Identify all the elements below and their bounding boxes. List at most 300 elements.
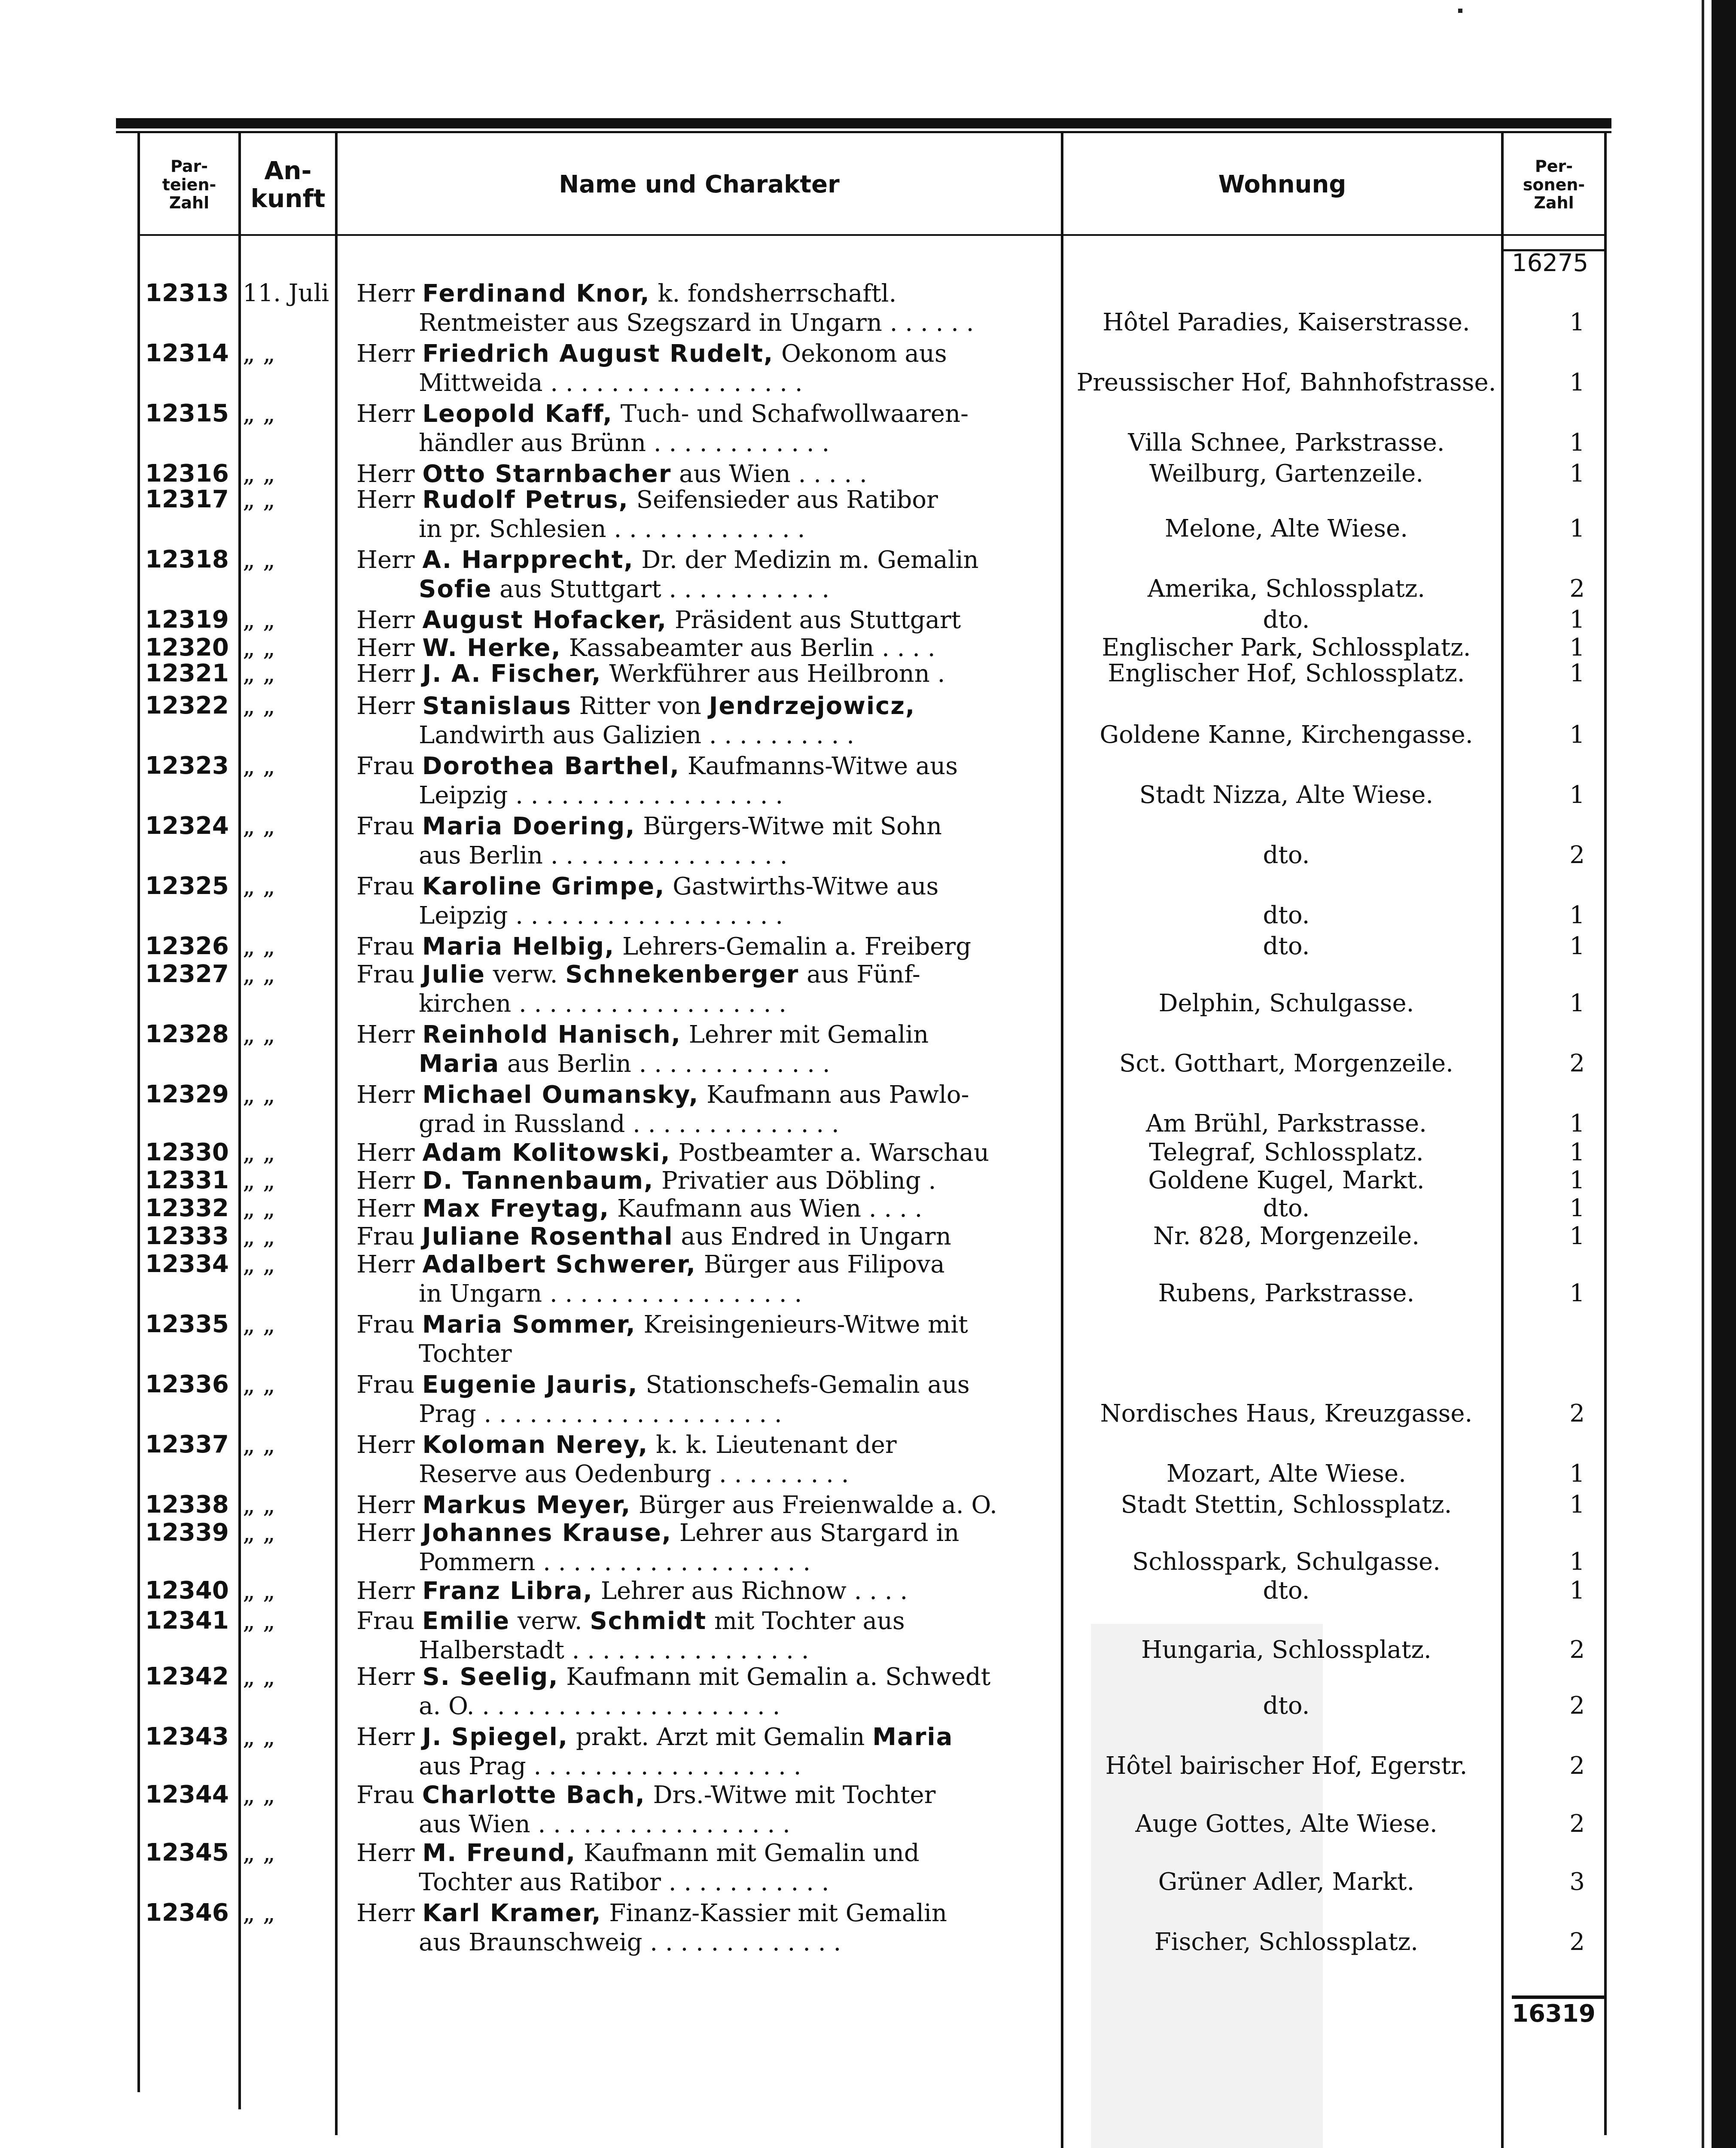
guest-name-cell xyxy=(356,1194,1054,1224)
guest-surname: Karl Kramer, xyxy=(422,1899,602,1927)
arrival-date: „ „ xyxy=(243,1222,275,1250)
guest-description: Gastwirths-Witwe aus xyxy=(665,873,939,900)
arrival-date: „ „ xyxy=(243,1194,275,1222)
guest-line-2 xyxy=(356,901,1054,931)
guest-name-cell xyxy=(356,1899,1054,1957)
residence: Melone, Alte Wiese. xyxy=(1164,515,1408,543)
guest-line-2-text: Landwirth aus Galizien . . . . . . . . . . xyxy=(419,721,855,749)
guest-description: Präsident aus Stuttgart xyxy=(667,606,961,634)
guest-name-cell xyxy=(356,1080,1054,1139)
guest-title: Herr xyxy=(356,1899,415,1927)
arrival-date: „ „ xyxy=(243,546,275,574)
partei-number: 12329 xyxy=(145,1080,229,1108)
companion-name: Sofie xyxy=(419,575,492,603)
guest-line-2-text: Prag . . . . . . . . . . . . . . . . . . . . xyxy=(419,1400,782,1428)
guest-name-cell xyxy=(356,1663,1054,1721)
guest-surname: Koloman Nerey, xyxy=(422,1431,649,1459)
column-divider xyxy=(137,133,140,2092)
guest-line-1 xyxy=(356,1371,970,1399)
guest-title: Frau xyxy=(356,1371,415,1399)
guest-line-1 xyxy=(356,933,971,961)
guest-name-cell xyxy=(356,1577,1054,1606)
guest-title: Herr xyxy=(356,1431,415,1459)
residence: Englischer Park, Schlossplatz. xyxy=(1102,634,1471,662)
person-count: 2 xyxy=(1569,1400,1585,1428)
guest-description: Dr. der Medizin m. Gemalin xyxy=(633,546,979,574)
guest-name-cell xyxy=(356,1607,1054,1665)
guest-surname: Max Freytag, xyxy=(422,1195,610,1223)
partei-number: 12344 xyxy=(145,1781,229,1809)
guest-surname: August Hofacker, xyxy=(422,606,667,634)
partei-number: 12331 xyxy=(145,1166,229,1194)
guest-line-2-text: Tochter xyxy=(419,1340,512,1368)
guest-line-2 xyxy=(356,1460,1054,1489)
guest-line-2-text: Tochter aus Ratibor . . . . . . . . . . . xyxy=(419,1868,829,1896)
guest-line-2 xyxy=(356,308,1054,338)
guest-surname: Stanislaus xyxy=(422,692,572,720)
guest-line-1 xyxy=(356,1139,989,1167)
guest-line-2 xyxy=(356,1636,1054,1665)
guest-title: Herr xyxy=(356,1251,415,1278)
guest-title: Herr xyxy=(356,460,415,488)
guest-title: Frau xyxy=(356,1607,415,1635)
guest-surname: Dorothea Barthel, xyxy=(422,752,680,780)
guest-title: Herr xyxy=(356,660,415,688)
guest-description: Privatier aus Döbling . xyxy=(654,1167,936,1195)
guest-line-1 xyxy=(356,752,958,780)
guest-title: Herr xyxy=(356,1491,415,1519)
residence: dto. xyxy=(1263,1692,1310,1720)
person-count: 1 xyxy=(1569,606,1585,634)
residence: Grüner Adler, Markt. xyxy=(1158,1868,1415,1896)
guest-surname: Maria Helbig, xyxy=(422,933,615,961)
guest-surname-2: Jendrzejowicz, xyxy=(709,692,916,720)
guest-surname: Juliane Rosenthal xyxy=(422,1223,673,1251)
guest-surname: Friedrich August Rudelt, xyxy=(422,340,774,368)
guest-description: aus Endred in Ungarn xyxy=(673,1223,951,1251)
guest-title: Herr xyxy=(356,486,415,514)
guest-name-cell xyxy=(356,546,1054,604)
guest-line-2-text: a. O. . . . . . . . . . . . . . . . . . . . . xyxy=(419,1692,780,1720)
guest-line-1 xyxy=(356,660,945,688)
guest-line-1 xyxy=(356,961,920,989)
guest-surname-2: Maria xyxy=(872,1723,953,1751)
guest-surname: Charlotte Bach, xyxy=(422,1781,646,1809)
guest-surname: S. Seelig, xyxy=(422,1663,559,1691)
guest-title: Frau xyxy=(356,1223,415,1251)
guest-line-1 xyxy=(356,1081,969,1109)
guest-surname: Julie xyxy=(422,961,485,989)
guest-name-cell xyxy=(356,1519,1054,1577)
guest-title: Frau xyxy=(356,1311,415,1339)
guest-description: Drs.-Witwe mit Tochter xyxy=(645,1781,936,1809)
guest-name-cell xyxy=(356,1166,1054,1196)
guest-surname: Johannes Krause, xyxy=(422,1519,672,1547)
guest-name-cell xyxy=(356,960,1054,1019)
partei-number: 12343 xyxy=(145,1723,229,1751)
guest-line-2-text: grad in Russland . . . . . . . . . . . . . . xyxy=(419,1110,839,1138)
guest-title: Frau xyxy=(356,933,415,961)
residence: Schlosspark, Schulgasse. xyxy=(1132,1548,1441,1576)
guest-line-2 xyxy=(356,515,1054,544)
person-count: 2 xyxy=(1569,1050,1585,1077)
guest-line-1 xyxy=(356,812,942,840)
guest-title: Herr xyxy=(356,400,415,428)
guest-name-cell xyxy=(356,460,1054,489)
guest-description: Lehrers-Gemalin a. Freiberg xyxy=(615,933,972,961)
guest-line-1 xyxy=(356,486,938,514)
guest-line-2 xyxy=(356,1752,1054,1781)
guest-name-cell xyxy=(356,1020,1054,1079)
guest-line-2 xyxy=(356,1548,1054,1577)
guest-name-cell xyxy=(356,1222,1054,1251)
column-divider xyxy=(1604,133,1607,2135)
guest-description: aus Wien . . . . . xyxy=(671,460,867,488)
guest-title: Herr xyxy=(356,1723,415,1751)
guest-surname: Maria Doering, xyxy=(422,812,636,840)
person-count: 2 xyxy=(1569,1636,1585,1664)
guest-name-cell xyxy=(356,1491,1054,1520)
guest-line-2-text: Leipzig . . . . . . . . . . . . . . . . . . xyxy=(419,902,783,930)
guest-description: Kaufmanns-Witwe aus xyxy=(680,752,958,780)
guest-line-1 xyxy=(356,546,979,574)
arrival-date: „ „ xyxy=(243,400,275,427)
companion-name: Maria xyxy=(419,1050,500,1078)
guest-line-2 xyxy=(356,1810,1054,1839)
arrival-date: 11. Juli xyxy=(243,279,329,307)
guest-title: Herr xyxy=(356,280,415,308)
residence: dto. xyxy=(1263,932,1310,960)
residence: Englischer Hof, Schlossplatz. xyxy=(1108,659,1465,687)
guest-line-1 xyxy=(356,1607,905,1635)
partei-number: 12332 xyxy=(145,1194,229,1222)
guest-title: Herr xyxy=(356,1021,415,1049)
guest-name-cell xyxy=(356,279,1054,338)
guest-name-cell xyxy=(356,812,1054,870)
partei-number: 12340 xyxy=(145,1577,229,1605)
guest-title: Herr xyxy=(356,1519,415,1547)
residence: Am Brühl, Parkstrasse. xyxy=(1146,1110,1427,1138)
arrival-date: „ „ xyxy=(243,659,275,687)
guest-line-2 xyxy=(356,1400,1054,1429)
partei-number: 12335 xyxy=(145,1310,229,1338)
partei-number: 12333 xyxy=(145,1222,229,1250)
guest-line-1 xyxy=(356,634,935,662)
residence: Villa Schnee, Parkstrasse. xyxy=(1128,429,1445,457)
person-count: 2 xyxy=(1569,1810,1585,1838)
person-count: 1 xyxy=(1569,308,1585,336)
residence: Fischer, Schlossplatz. xyxy=(1154,1928,1419,1956)
guest-title: Herr xyxy=(356,1081,415,1109)
guest-surname: Reinhold Hanisch, xyxy=(422,1021,681,1049)
arrival-date: „ „ xyxy=(243,1781,275,1809)
carry-in-total: 16275 xyxy=(1512,249,1589,277)
person-count: 1 xyxy=(1569,1460,1585,1488)
guest-description: Seifensieder aus Ratibor xyxy=(628,486,938,514)
guest-description: k. fondsherrschaftl. xyxy=(650,280,897,308)
guest-description: Bürger aus Freienwalde a. O. xyxy=(631,1491,997,1519)
guest-title: Frau xyxy=(356,752,415,780)
residence: Preussischer Hof, Bahnhofstrasse. xyxy=(1076,369,1496,397)
guest-surname: Karoline Grimpe, xyxy=(422,873,665,900)
guest-title: Herr xyxy=(356,1577,415,1605)
partei-number: 12316 xyxy=(145,460,229,488)
guest-line-2-text: in Ungarn . . . . . . . . . . . . . . . . . xyxy=(419,1280,802,1308)
residence: Mozart, Alte Wiese. xyxy=(1166,1460,1406,1488)
arrival-date: „ „ xyxy=(243,812,275,840)
guest-name-cell xyxy=(356,1431,1054,1489)
residence: Weilburg, Gartenzeile. xyxy=(1149,460,1424,488)
guest-line-2-text: Halberstadt . . . . . . . . . . . . . . . . xyxy=(419,1636,809,1664)
arrival-date: „ „ xyxy=(243,1250,275,1278)
guest-line-2 xyxy=(356,369,1054,398)
residence: Goldene Kanne, Kirchengasse. xyxy=(1099,721,1473,749)
guest-line-2-text: Leipzig . . . . . . . . . . . . . . . . . . xyxy=(419,781,783,809)
guest-description: Kassabeamter aus Berlin . . . . xyxy=(561,634,935,662)
guest-description: Finanz-Kassier mit Gemalin xyxy=(601,1899,947,1927)
guest-description-2: aus Fünf- xyxy=(799,961,920,989)
partei-number: 12325 xyxy=(145,872,229,900)
guest-line-2 xyxy=(356,1339,1054,1369)
person-count: 1 xyxy=(1569,1279,1585,1307)
person-count: 1 xyxy=(1569,721,1585,749)
column-divider xyxy=(1501,133,1504,2148)
guest-line-1 xyxy=(356,1431,897,1459)
guest-line-1 xyxy=(356,280,896,308)
guest-line-1 xyxy=(356,1519,959,1547)
person-count: 1 xyxy=(1569,932,1585,960)
guest-surname: Eugenie Jauris, xyxy=(422,1371,638,1399)
residence: dto. xyxy=(1263,606,1310,634)
guest-line-2 xyxy=(356,841,1054,870)
person-count: 2 xyxy=(1569,841,1585,869)
partei-number: 12327 xyxy=(145,960,229,988)
guest-description: k. k. Lieutenant der xyxy=(648,1431,897,1459)
guest-line-2 xyxy=(356,721,1054,750)
guest-line-2-text: in pr. Schlesien . . . . . . . . . . . . . xyxy=(419,515,805,543)
residence: dto. xyxy=(1263,841,1310,869)
guest-title: Herr xyxy=(356,1167,415,1195)
residence: Hungaria, Schlossplatz. xyxy=(1141,1636,1431,1664)
guest-line-1 xyxy=(356,1663,990,1691)
partei-number: 12341 xyxy=(145,1607,229,1635)
arrival-date: „ „ xyxy=(243,932,275,960)
guest-name-cell xyxy=(356,634,1054,663)
partei-number: 12321 xyxy=(145,659,229,687)
partei-number: 12336 xyxy=(145,1370,229,1398)
partei-number: 12339 xyxy=(145,1519,229,1547)
residence: Stadt Stettin, Schlossplatz. xyxy=(1121,1491,1452,1519)
guest-name-cell xyxy=(356,872,1054,931)
residence: Nr. 828, Morgenzeile. xyxy=(1153,1222,1419,1250)
header-name-charakter: Name und Charakter xyxy=(559,170,840,198)
person-count: 1 xyxy=(1569,1548,1585,1576)
carry-out-total: 16319 xyxy=(1512,2000,1596,2028)
partei-number: 12328 xyxy=(145,1020,229,1048)
guest-surname: D. Tannenbaum, xyxy=(422,1167,654,1195)
guest-description: Kreisingenieurs-Witwe mit xyxy=(636,1311,968,1339)
guest-description: Kaufmann aus Wien . . . . xyxy=(609,1195,923,1223)
guest-line-1 xyxy=(356,400,969,428)
guest-title: Herr xyxy=(356,1839,415,1867)
guest-title: Frau xyxy=(356,1781,415,1809)
guest-description: Kaufmann mit Gemalin a. Schwedt xyxy=(558,1663,991,1691)
guest-line-2 xyxy=(356,1928,1054,1957)
residence: Stadt Nizza, Alte Wiese. xyxy=(1139,781,1434,809)
guest-name-cell xyxy=(356,339,1054,398)
ink-mark xyxy=(1458,9,1462,13)
guest-title: Frau xyxy=(356,812,415,840)
guest-surname: A. Harpprecht, xyxy=(422,546,634,574)
guest-description: Tuch- und Schafwollwaaren- xyxy=(612,400,969,428)
guest-title: Herr xyxy=(356,606,415,634)
person-count: 1 xyxy=(1569,901,1585,929)
arrival-date: „ „ xyxy=(243,485,275,513)
guest-line-1 xyxy=(356,606,961,634)
guest-name-cell xyxy=(356,1310,1054,1369)
guest-line-1 xyxy=(356,1839,920,1867)
guest-surname: W. Herke, xyxy=(422,634,561,662)
guest-line-1 xyxy=(356,340,947,368)
guest-description: Ritter von xyxy=(571,692,709,720)
residence: Amerika, Schlossplatz. xyxy=(1147,575,1425,603)
guest-line-1 xyxy=(356,873,938,900)
guest-name-cell xyxy=(356,752,1054,810)
partei-number: 12337 xyxy=(145,1431,229,1458)
top-rule-thin xyxy=(116,131,1611,133)
arrival-date: „ „ xyxy=(243,1899,275,1927)
person-count: 1 xyxy=(1569,659,1585,687)
guest-line-2 xyxy=(356,781,1054,810)
guest-line-2-text: Rentmeister aus Szegszard in Ungarn . . . . . . xyxy=(419,309,974,337)
arrival-date: „ „ xyxy=(243,692,275,720)
guest-title: Herr xyxy=(356,340,415,368)
arrival-date: „ „ xyxy=(243,752,275,780)
arrival-date: „ „ xyxy=(243,1020,275,1048)
arrival-date: „ „ xyxy=(243,1723,275,1751)
arrival-date: „ „ xyxy=(243,1166,275,1194)
partei-number: 12322 xyxy=(145,692,229,720)
guest-line-2-text: aus Berlin . . . . . . . . . . . . . . . . xyxy=(419,842,788,870)
arrival-date: „ „ xyxy=(243,460,275,488)
guest-line-1 xyxy=(356,1223,951,1251)
guest-name-cell xyxy=(356,606,1054,635)
guest-name-cell xyxy=(356,692,1054,750)
person-count: 1 xyxy=(1569,1491,1585,1519)
column-divider xyxy=(335,133,338,2135)
residence: dto. xyxy=(1263,1577,1310,1605)
arrival-date: „ „ xyxy=(243,1431,275,1458)
arrival-date: „ „ xyxy=(243,1138,275,1166)
total-rule xyxy=(1512,1995,1604,1999)
guest-line-1 xyxy=(356,1021,929,1049)
person-count: 3 xyxy=(1569,1868,1585,1896)
guest-line-1 xyxy=(356,1723,953,1751)
partei-number: 12342 xyxy=(145,1663,229,1690)
arrival-date: „ „ xyxy=(243,606,275,634)
residence: Telegraf, Schlossplatz. xyxy=(1149,1138,1424,1166)
residence: Goldene Kugel, Markt. xyxy=(1148,1166,1425,1194)
arrival-date: „ „ xyxy=(243,1839,275,1867)
partei-number: 12338 xyxy=(145,1491,229,1519)
residence: Auge Gottes, Alte Wiese. xyxy=(1135,1810,1438,1838)
guest-name-cell xyxy=(356,1370,1054,1429)
person-count: 1 xyxy=(1569,1166,1585,1194)
guest-line-1 xyxy=(356,1311,968,1339)
guest-line-2 xyxy=(356,1279,1054,1309)
residence: dto. xyxy=(1263,1194,1310,1222)
guest-title: Herr xyxy=(356,546,415,574)
guest-line-2 xyxy=(356,1692,1054,1721)
residence: Sct. Gotthart, Morgenzeile. xyxy=(1119,1050,1453,1077)
guest-title: Herr xyxy=(356,1195,415,1223)
guest-surname: J. A. Fischer, xyxy=(422,660,602,688)
guest-line-2-text: aus Berlin . . . . . . . . . . . . . xyxy=(499,1050,830,1078)
person-count: 1 xyxy=(1569,369,1585,397)
partei-number: 12319 xyxy=(145,606,229,634)
guest-title: Herr xyxy=(356,634,415,662)
column-divider xyxy=(238,133,241,2109)
arrival-date: „ „ xyxy=(243,1519,275,1547)
guest-title: Frau xyxy=(356,961,415,989)
guest-surname-2: Schnekenberger xyxy=(565,961,799,989)
residence: Hôtel Paradies, Kaiserstrasse. xyxy=(1103,308,1470,336)
guest-line-1 xyxy=(356,1899,947,1927)
partei-number: 12323 xyxy=(145,752,229,780)
guest-surname: Franz Libra, xyxy=(422,1577,594,1605)
partei-number: 12345 xyxy=(145,1839,229,1867)
arrival-date: „ „ xyxy=(243,1577,275,1605)
guest-title: Herr xyxy=(356,1139,415,1167)
guest-line-2 xyxy=(356,429,1054,458)
person-count: 1 xyxy=(1569,1222,1585,1250)
page-edge-line xyxy=(1702,0,1704,2148)
residence: Nordisches Haus, Kreuzgasse. xyxy=(1100,1400,1473,1428)
guest-line-2 xyxy=(356,989,1054,1019)
guest-surname: Maria Sommer, xyxy=(422,1311,636,1339)
partei-number: 12330 xyxy=(145,1138,229,1166)
guest-line-2-text: aus Prag . . . . . . . . . . . . . . . . . . xyxy=(419,1752,801,1780)
person-count: 1 xyxy=(1569,429,1585,457)
guest-title: Herr xyxy=(356,1663,415,1691)
guest-line-1 xyxy=(356,1167,936,1195)
guest-line-2 xyxy=(356,575,1054,604)
guest-description: Lehrer aus Stargard in xyxy=(672,1519,959,1547)
column-divider xyxy=(1061,133,1063,2148)
guest-description: Kaufmann mit Gemalin und xyxy=(576,1839,920,1867)
guest-line-2-text: kirchen . . . . . . . . . . . . . . . . . . xyxy=(419,990,787,1018)
guest-description: Bürgers-Witwe mit Sohn xyxy=(635,812,942,840)
guest-line-1 xyxy=(356,1781,935,1809)
guest-line-2 xyxy=(356,1110,1054,1139)
guest-name-cell xyxy=(356,932,1054,961)
person-count: 1 xyxy=(1569,1110,1585,1138)
guest-description: verw. xyxy=(510,1607,590,1635)
guest-line-1 xyxy=(356,1195,922,1223)
guest-line-2 xyxy=(356,1868,1054,1897)
header-ankunft: An- kunft xyxy=(250,156,326,213)
partei-number: 12317 xyxy=(145,485,229,513)
guest-name-cell xyxy=(356,659,1054,689)
guest-surname: Otto Starnbacher xyxy=(422,460,672,488)
arrival-date: „ „ xyxy=(243,1080,275,1108)
partei-number: 12346 xyxy=(145,1899,229,1927)
guest-line-1 xyxy=(356,1251,945,1278)
person-count: 2 xyxy=(1569,1692,1585,1720)
person-count: 1 xyxy=(1569,989,1585,1017)
guest-line-2-text: aus Stuttgart . . . . . . . . . . . xyxy=(492,575,830,603)
guest-description: Lehrer aus Richnow . . . . xyxy=(593,1577,908,1605)
